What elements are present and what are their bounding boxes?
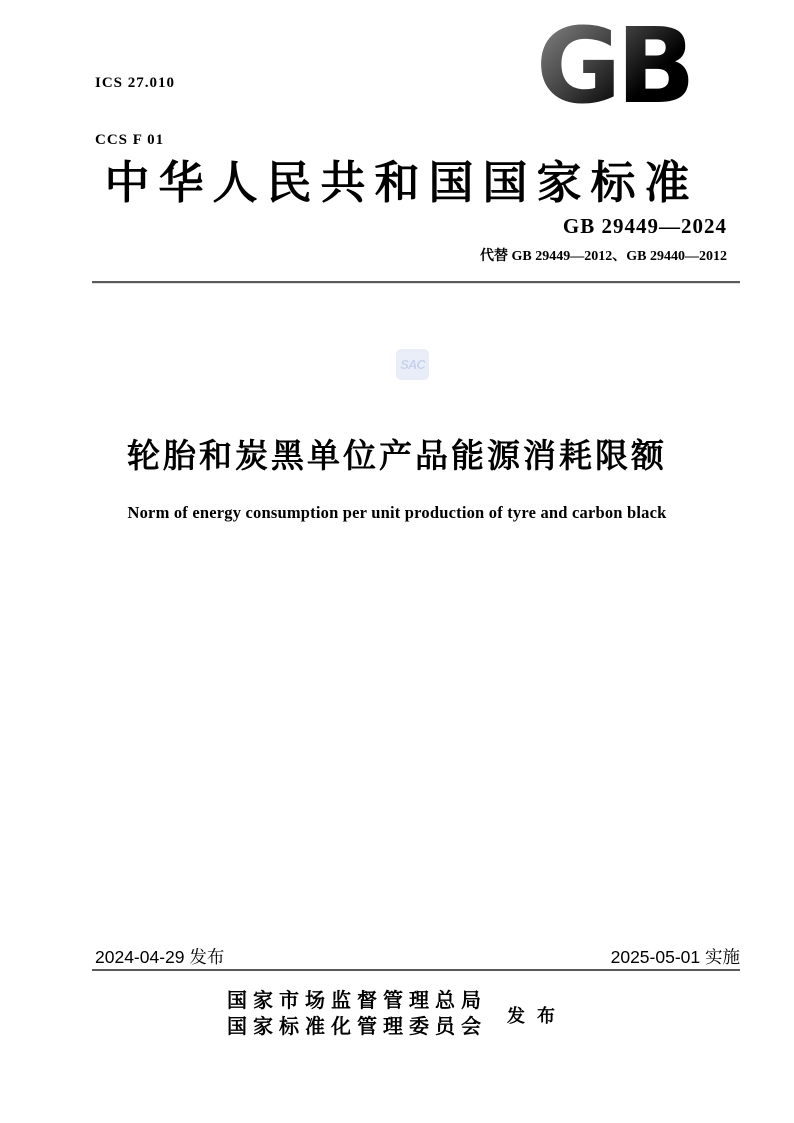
sac-watermark-text: SAC — [400, 357, 425, 372]
issuer-names — [227, 988, 487, 1040]
ccs-code: CCS F 01 — [95, 132, 165, 148]
gb-logo: GB — [536, 5, 691, 127]
date-row — [95, 944, 740, 969]
footer-divider-line — [92, 969, 740, 971]
ics-code: ICS 27.010 — [95, 75, 176, 91]
replaces-note: 代替 GB 29449—2012、GB 29440—2012 — [480, 249, 727, 264]
issuer-block — [0, 988, 794, 1040]
document-title-en: Norm of energy consumption per unit production of tyre and carbon black — [127, 503, 667, 522]
issuer-line-1: 国家市场监督管理总局 — [227, 990, 487, 1012]
publish-label: 发布 — [507, 1006, 567, 1026]
sac-watermark — [396, 349, 429, 380]
national-standard-heading: 中华人民共和国国家标准 — [104, 158, 699, 208]
standard-number: GB 29449—2024 — [562, 214, 727, 238]
issue-date: 2024-04-29 发布 — [95, 947, 225, 967]
document-title-zh: 轮胎和炭黑单位产品能源消耗限额 — [127, 437, 667, 474]
implementation-date: 2025-05-01 实施 — [610, 947, 740, 967]
issuer-line-2: 国家标准化管理委员会 — [227, 1016, 487, 1038]
header-divider-line — [92, 281, 740, 284]
